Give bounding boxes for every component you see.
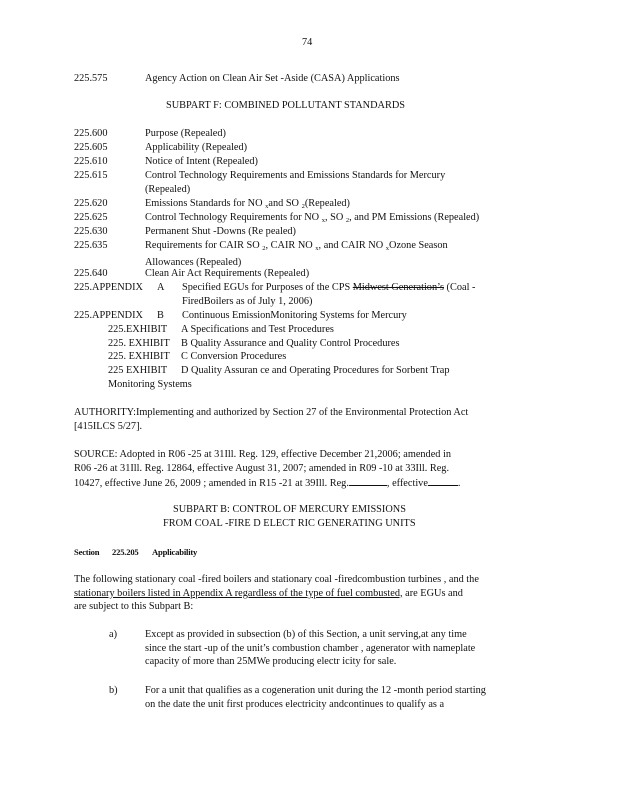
subscript: x	[321, 217, 325, 224]
exhibit-title: B Quality Assurance and Quality Control Procedures	[181, 338, 400, 349]
subscript: x	[315, 245, 319, 252]
underlined-text: stationary boilers listed in Appendix A regardless of the type of fuel combusted,	[74, 587, 403, 599]
section-number: 225.605	[74, 142, 108, 153]
subscript: 2	[262, 245, 266, 252]
appendix-letter: B	[157, 310, 164, 321]
title-text: Ozone Season	[389, 240, 448, 251]
title-text: Control Technology Requirements for NO	[145, 212, 322, 223]
title-text: , CAIR NO	[265, 240, 316, 251]
appendix-letter: A	[157, 282, 165, 293]
subpart-b-heading: FROM COAL -FIRE D ELECT RIC GENERATING UNITS	[163, 518, 416, 529]
section-number: 225.640	[74, 268, 108, 279]
source-line: , effective	[386, 478, 428, 490]
appendix-title-text: (Coal -	[443, 282, 476, 293]
title-text: , SO	[324, 212, 346, 223]
exhibit-title: A Specifications and Test Procedures	[181, 324, 334, 335]
title-text: and SO	[268, 198, 302, 209]
item-text	[145, 684, 486, 711]
section-title: Agency Action on Clean Air Set -Aside (CASA) Applications	[145, 73, 400, 84]
section-number: 225.600	[74, 128, 108, 139]
source-line: 10427, effective June 26, 2009 ; amended in R15 -21 at 39Ill. Reg.	[74, 478, 349, 490]
section-title: Notice of Intent (Repealed)	[145, 156, 258, 167]
item-label: b)	[109, 685, 118, 696]
section-heading-number: 225.205	[112, 547, 139, 557]
section-number: 225.575	[74, 73, 108, 84]
item-line: Except as provided in subsection (b) of this Section, a unit serving,at any time	[145, 629, 467, 640]
section-title: Applicability (Repealed)	[145, 142, 248, 153]
subpart-b-heading: SUBPART B: CONTROL OF MERCURY EMISSIONS	[173, 504, 406, 515]
exhibit-title: D Quality Assuran ce and Operating Procedures for Sorbent Trap	[181, 365, 450, 376]
subscript: x	[265, 203, 269, 210]
item-label: a)	[109, 629, 117, 640]
section-title-line2: (Repealed)	[145, 183, 191, 195]
item-line: on the date the unit first produces electricity andcontinues to qualify as a	[145, 698, 445, 710]
exhibit-label: 225 EXHIBIT	[108, 365, 168, 376]
title-text: (Repealed)	[304, 198, 350, 209]
section-title: Purpose (Repealed)	[145, 128, 226, 139]
page-number: 74	[302, 37, 313, 48]
paragraph-line: The following stationary coal -fired boilers and stationary coal -firedcombustion turbines , and the	[74, 574, 479, 585]
section-title: Clean Air Act Requirements (Repealed)	[145, 268, 310, 279]
authority-note	[74, 406, 468, 433]
exhibit-label: 225. EXHIBIT	[108, 338, 170, 349]
paragraph-line: are subject to this Subpart B:	[74, 601, 194, 613]
section-title-line1: Control Technology Requirements and Emissions Standards for Mercury	[145, 170, 446, 181]
title-text: Emissions Standards for NO	[145, 198, 266, 209]
section-title-line2: Allowances (Repealed)	[145, 256, 242, 268]
section-label: Section	[74, 547, 100, 557]
item-line: For a unit that qualifies as a cogeneration unit during the 12 -month period starting	[145, 685, 486, 696]
item-line: capacity of more than 25MWe producing electr icity for sale.	[145, 656, 397, 668]
source-note	[74, 448, 460, 491]
intro-paragraph	[74, 573, 479, 614]
section-title	[145, 239, 448, 269]
appendix-title: Continuous EmissionMonitoring Systems for Mercury	[182, 310, 407, 321]
struck-text: Midwest Generation’s	[352, 282, 444, 293]
authority-line: [415ILCS 5/27].	[74, 420, 143, 432]
subscript: 2	[301, 203, 305, 210]
appendix-title	[182, 281, 475, 308]
subscript: 2	[345, 217, 350, 224]
blank-line	[349, 475, 387, 486]
section-number: 225.635	[74, 240, 108, 251]
appendix-number: 225.APPENDIX	[74, 310, 143, 321]
authority-line: AUTHORITY:Implementing and authorized by Section 27 of the Environmental Protection Act	[74, 407, 469, 418]
source-line: R06 -26 at 31Ill. Reg. 12864, effective August 31, 2007; amended in R09 -10 at 33Ill. Reg.	[74, 462, 450, 474]
item-text	[145, 628, 475, 669]
title-text: , and CAIR NO	[318, 240, 386, 251]
section-number: 225.625	[74, 212, 108, 223]
exhibit-title: C Conversion Procedures	[181, 351, 287, 362]
item-line: since the start -up of the unit’s combustion chamber , agenerator with nameplate	[145, 642, 476, 654]
subpart-f-heading: SUBPART F: COMBINED POLLUTANT STANDARDS	[166, 100, 405, 111]
blank-line	[428, 475, 458, 486]
section-number: 225.620	[74, 198, 108, 209]
section-title	[145, 169, 445, 196]
paragraph-line: are EGUs and	[402, 587, 463, 599]
section-number: 225.610	[74, 156, 108, 167]
source-line: .	[457, 478, 461, 490]
appendix-title-line2: FiredBoilers as of July 1, 2006)	[182, 295, 313, 307]
subscript: x	[385, 245, 390, 252]
title-text: , and PM Emissions (Repealed)	[349, 212, 480, 223]
exhibit-title-line2: Monitoring Systems	[108, 379, 192, 390]
exhibit-label: 225. EXHIBIT	[108, 351, 170, 362]
section-number: 225.630	[74, 226, 108, 237]
section-title: Permanent Shut -Downs (Re pealed)	[145, 226, 296, 237]
section-heading-title: Applicability	[152, 547, 198, 557]
section-number: 225.615	[74, 170, 108, 181]
appendix-title-text: Specified EGUs for Purposes of the CPS	[182, 282, 353, 293]
appendix-number: 225.APPENDIX	[74, 282, 143, 293]
source-line: SOURCE: Adopted in R06 -25 at 31Ill. Reg. 129, effective December 21,2006; amended in	[74, 449, 452, 460]
title-text: Requirements for CAIR SO	[145, 240, 263, 251]
exhibit-label: 225.EXHIBIT	[108, 324, 168, 335]
